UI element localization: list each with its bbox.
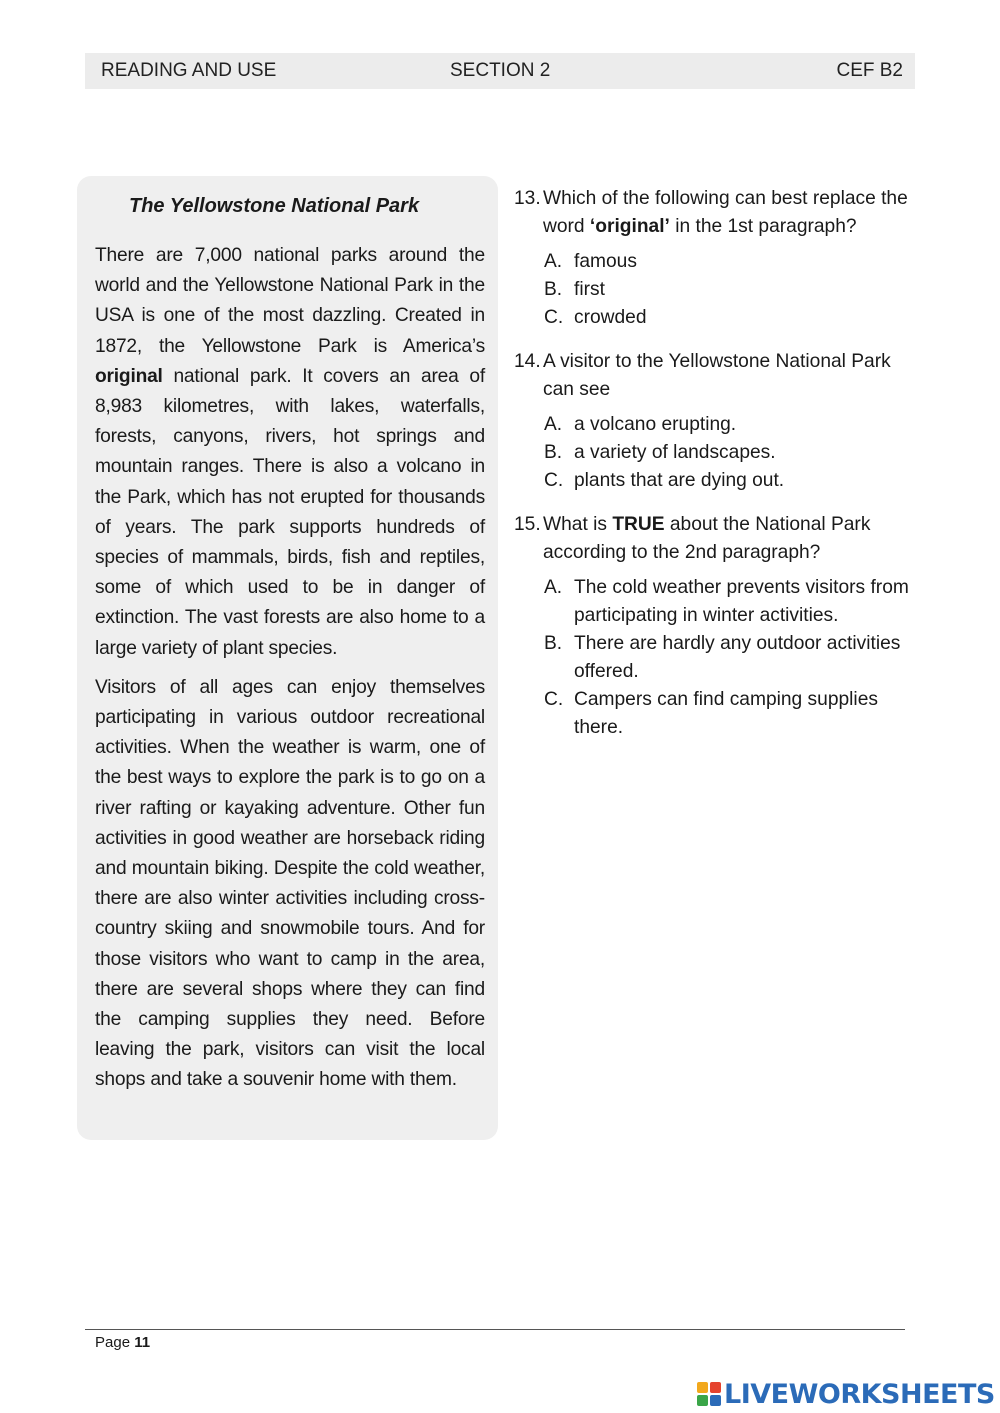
paragraph-1-text-start: There are 7,000 national parks around the world and the Yellowstone National Park in the USA is one of the most dazzling. Created in 1872, the Yellowstone Park is America’s [95,245,485,357]
option-text: There are hardly any outdoor activities offered. [574,633,901,682]
options-list [544,248,924,332]
option-15-b[interactable] [544,630,924,686]
question-number: 13. [514,188,541,209]
question-text-start: A visitor to the Yellowstone National Park can see [543,351,891,400]
option-text: Campers can find camping supplies there. [574,689,878,738]
question-text-end: in the 1st paragraph? [669,216,857,237]
header-level-text: CEF B2 [836,60,903,81]
paragraph-1-text-end: national park. It covers an area of 8,983 kilometres, with lakes, waterfalls, forests, canyons, rivers, hot springs and mountain ranges. There is also a volcano in the Park, which has not erupted for thousands of years. The park supports hundreds of species of mammals, birds, fish and reptiles, some of which used to be in danger of extinction. The vast forests are also home to a large variety of plant species. [95,365,485,659]
option-14-a[interactable] [544,411,924,439]
option-13-c[interactable] [544,304,924,332]
option-text: first [574,279,605,300]
option-15-a[interactable] [544,574,924,630]
question-number: 15. [514,514,541,535]
option-text: The cold weather prevents visitors from participating in winter activities. [574,577,909,626]
question-text [543,185,924,241]
question-text-start: What is [543,514,613,535]
passage-paragraph-1 [95,241,485,664]
option-13-a[interactable] [544,248,924,276]
reading-passage [77,176,498,1140]
options-list [544,411,924,495]
question-stem [514,511,924,567]
liveworksheets-logo-icon [697,1382,721,1406]
question-14 [514,348,924,495]
option-13-b[interactable] [544,276,924,304]
option-text: a variety of landscapes. [574,442,776,463]
option-letter: A. [544,251,563,272]
option-letter: A. [544,577,563,598]
option-letter: C. [544,470,564,491]
question-text-end: about the National Park according to the 2nd paragraph? [543,514,871,563]
option-letter: C. [544,689,564,710]
option-letter: A. [544,414,563,435]
header-left-text: READING AND USE [101,60,277,81]
question-text [543,348,924,404]
option-text: famous [574,251,637,272]
page-number: 11 [134,1334,151,1351]
question-text [543,511,924,567]
question-15 [514,511,924,742]
question-stem [514,348,924,404]
brand-name: LIVEWORKSHEETS [724,1378,995,1410]
option-letter: B. [544,442,563,463]
header-section-text: SECTION 2 [450,60,551,81]
option-15-c[interactable] [544,686,924,742]
option-14-b[interactable] [544,439,924,467]
passage-title: The Yellowstone National Park [129,195,420,217]
option-14-c[interactable] [544,467,924,495]
passage-paragraph-2: Visitors of all ages can enjoy themselves participating in various outdoor recreational activities. When the weather is warm, one of the best ways to explore the park is to go on a river rafting or kayaking adventure. Other fun activities in good weather are horseback riding and mountain biking. Despite the cold weather, there are also winter activities including cross-country skiing and snowmobile tours. And for those visitors who want to camp in the area, there are several shops where they can find the camping supplies they need. Before leaving the park, visitors can visit the local shops and take a souvenir home with them. [95,676,485,1091]
option-text: crowded [574,307,647,328]
options-list [544,574,924,742]
question-text-bold: ‘original’ [589,216,670,237]
option-text: a volcano erupting. [574,414,737,435]
question-stem [514,185,924,241]
question-13 [514,185,924,332]
page-prefix: Page [95,1334,135,1351]
question-text-bold: TRUE [612,514,665,535]
liveworksheets-brand[interactable] [697,1377,995,1411]
option-letter: B. [544,279,563,300]
paragraph-1-keyword: original [95,365,163,387]
page-number-label [95,1333,150,1353]
option-text: plants that are dying out. [574,470,785,491]
option-letter: C. [544,307,564,328]
footer-divider [85,1329,905,1330]
option-letter: B. [544,633,563,654]
question-number: 14. [514,351,541,372]
page-header [85,53,915,89]
questions-column [514,185,924,758]
question-text-start: Which of the following can best replace the word [543,188,908,237]
